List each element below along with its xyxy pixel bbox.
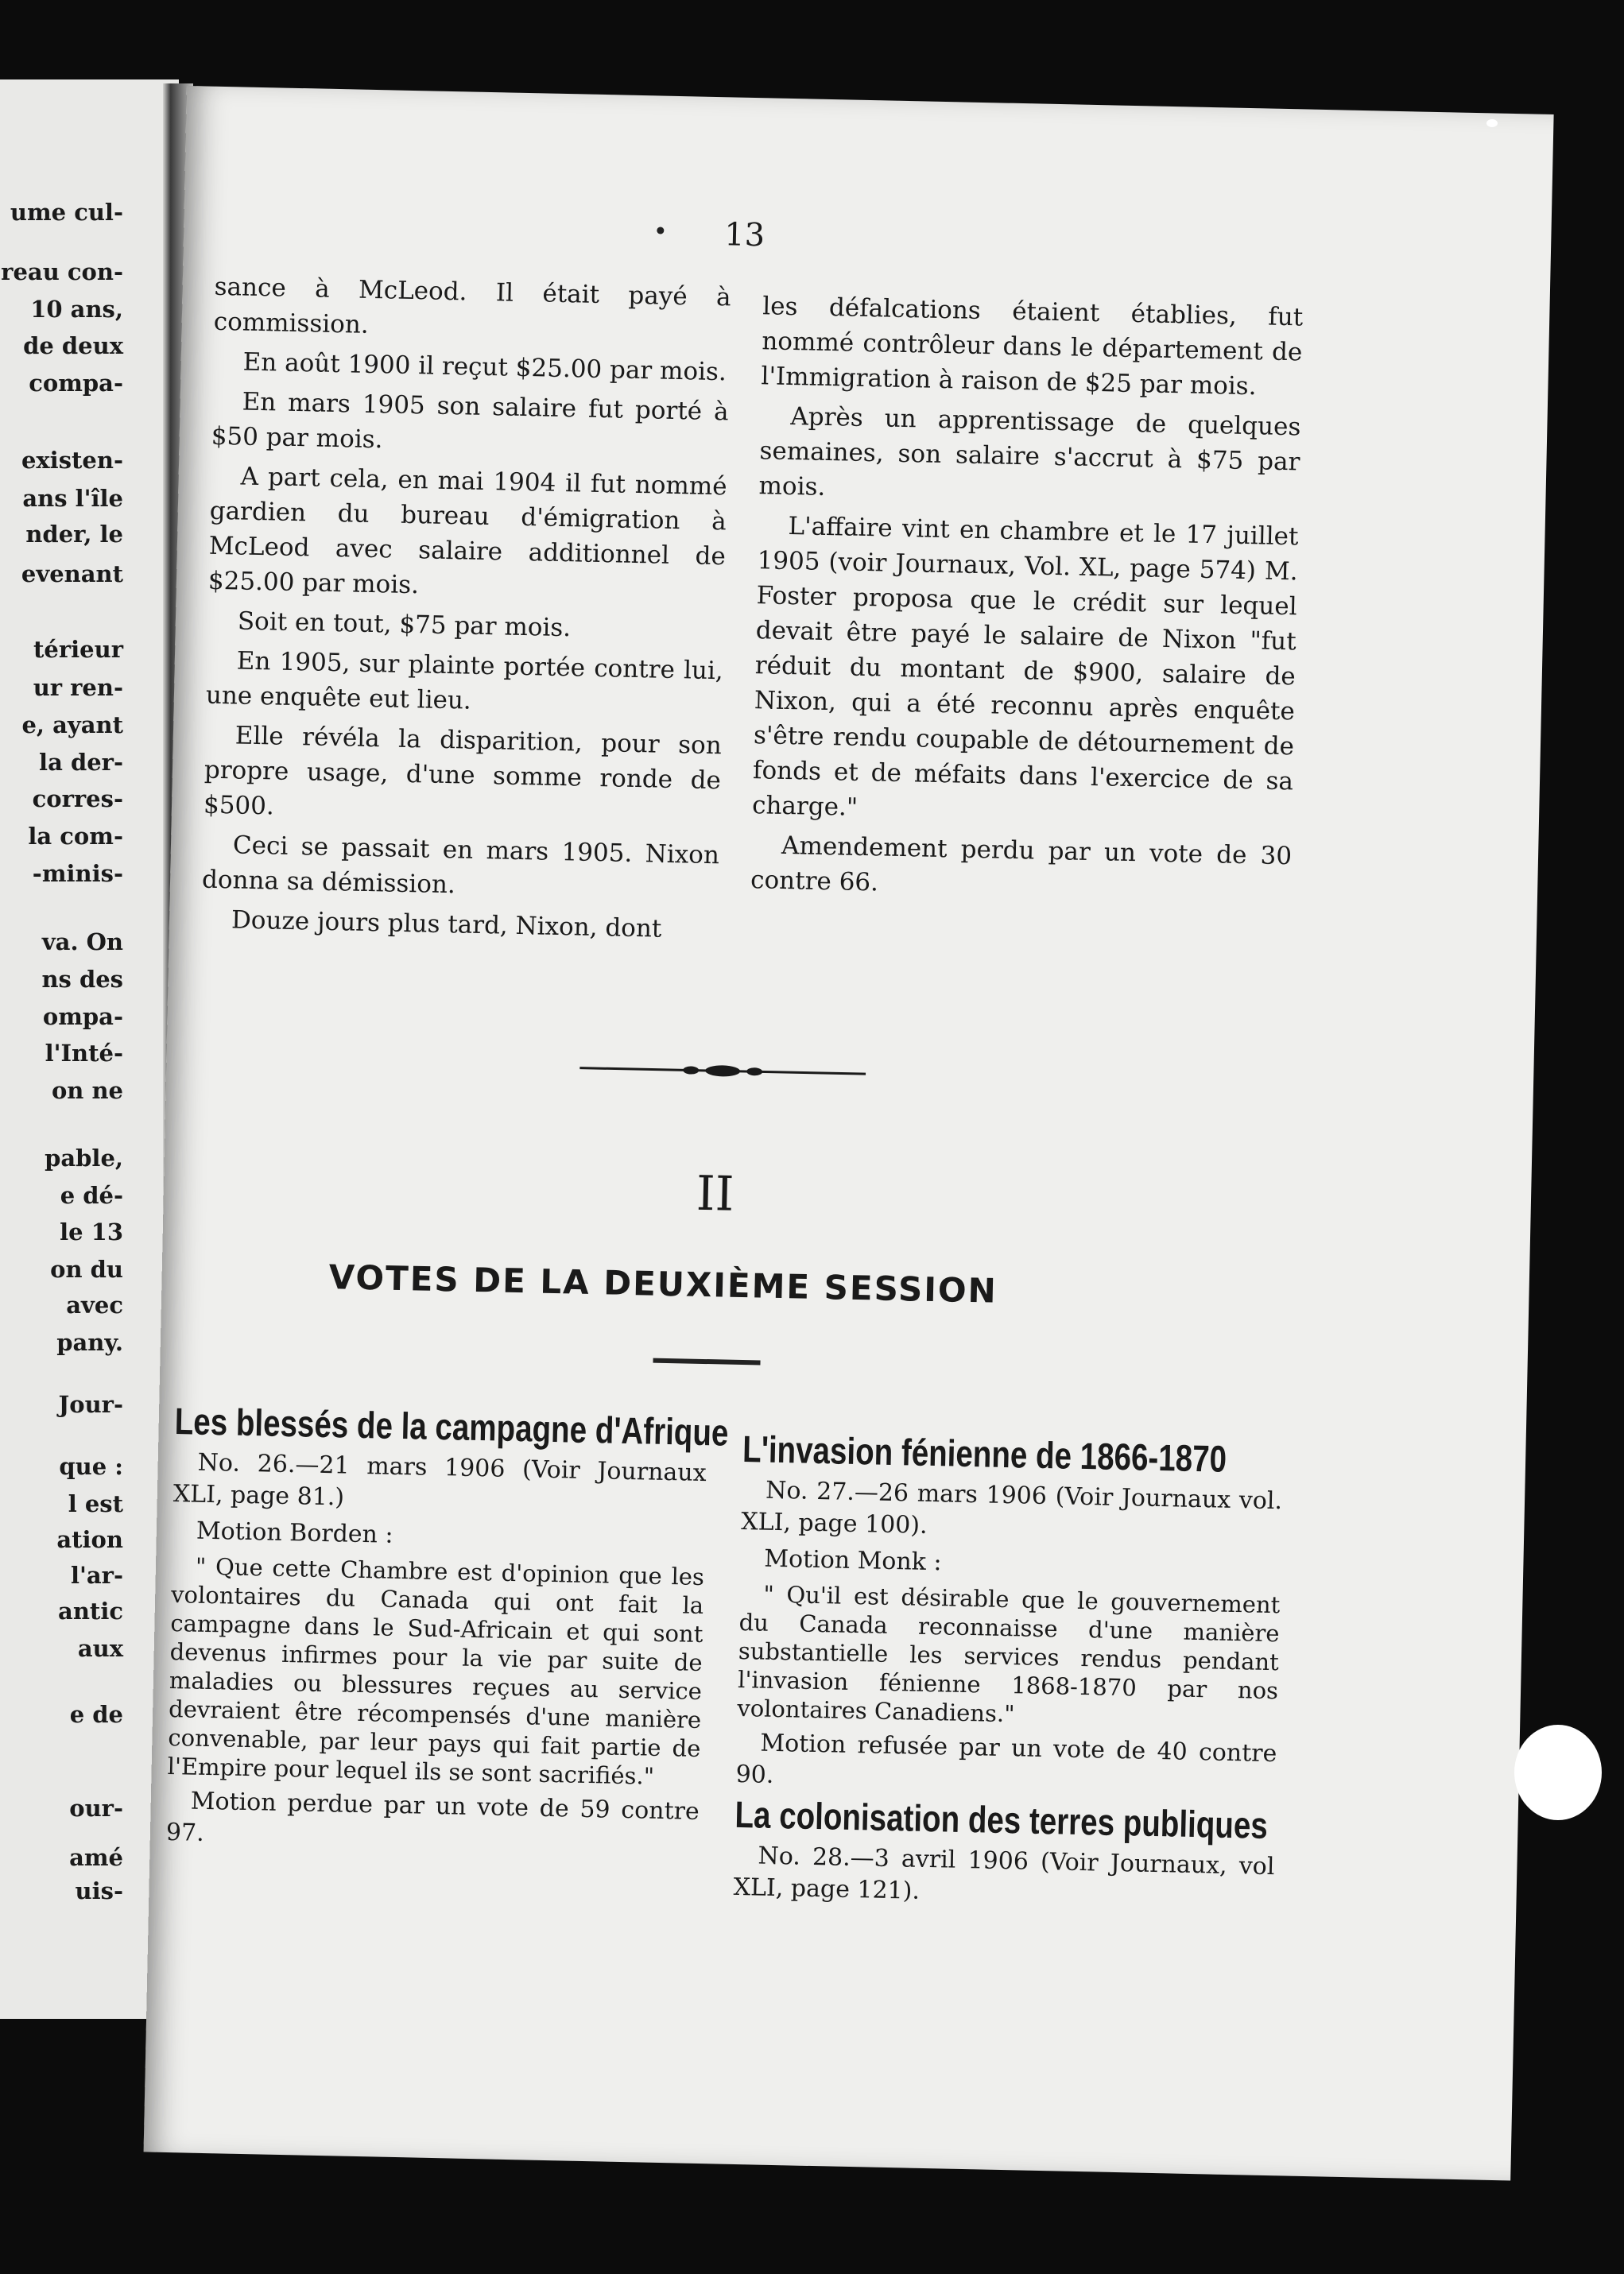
left-page-line: existen- — [21, 447, 123, 474]
left-page-line: evenant — [21, 560, 123, 587]
subheading: L'invasion fénienne de 1866-1870 — [742, 1428, 1227, 1480]
subheading: Les blessés de la campagne d'Afrique — [174, 1400, 729, 1454]
vote-result: Motion perdue par un vote de 59 contre 97. — [165, 1787, 700, 1847]
column-2 — [750, 289, 1304, 913]
scan-speck — [1486, 119, 1498, 127]
left-page-line: reau con- — [1, 258, 123, 285]
left-page-line: ompa- — [42, 1003, 123, 1030]
left-page-line: Jour- — [58, 1391, 123, 1418]
left-page-line: ur ren- — [33, 674, 123, 701]
column-3 — [165, 1400, 729, 1865]
left-page-line: -minis- — [32, 860, 123, 887]
col1-paragraph: sance à McLeod. Il était payé à commission. — [213, 272, 731, 339]
col1-paragraph: En 1905, sur plainte portée contre lui, une enquête eut lieu. — [205, 646, 724, 715]
left-page-line: ation — [56, 1526, 123, 1553]
left-page-line: le 13 — [60, 1218, 123, 1245]
left-page-line: l est — [68, 1490, 123, 1517]
left-page-line: uis- — [75, 1877, 123, 1904]
left-page-line: va. On — [41, 928, 123, 955]
left-page-line: on ne — [51, 1077, 123, 1104]
subheading: La colonisation des terres publiques — [734, 1792, 1269, 1846]
motion-quote: " Que cette Chambre est d'opinion que les volontaires du Canada qui ont fait la campagne dans le Sud-Africain et qui sont devenus infirmes pour la vie par suite de maladies ou blessures reçues au service devraient être récompensés d'une manière convenable, par leur pays qui fait partie de l'Empire pour lequel ils se sont sacrifiés." — [167, 1552, 705, 1790]
col1-paragraph: Elle révéla la disparition, pour son propre usage, d'une somme ronde de $500. — [203, 721, 723, 821]
column-4 — [733, 1428, 1283, 1920]
left-page-line: antic — [58, 1598, 123, 1625]
col2-paragraph: L'affaire vint en chambre et le 17 juillet 1905 (voir Journaux, Vol. XL, page 574) M. Foster proposa que le crédit sur lequel devait être payé le salaire de Nixon "fut réduit du montant de $900, salaire de Nixon, qui a été reconnu après enquête s'être rendu coupable de détournement de fonds et de méfaits dans l'exercice de sa charge." — [751, 511, 1299, 822]
left-page-line: our- — [69, 1795, 123, 1822]
left-page-line: la der- — [39, 749, 123, 776]
scan-speck — [1514, 1725, 1602, 1820]
col1-paragraph: Douze jours plus tard, Nixon, dont — [231, 905, 662, 943]
left-page-line: ns des — [41, 966, 123, 993]
column-1 — [200, 269, 731, 952]
left-page-line: 10 ans, — [30, 296, 123, 323]
left-page-line: compa- — [29, 370, 123, 397]
ink-dot — [657, 227, 664, 234]
left-page-line: pable, — [45, 1145, 123, 1172]
left-page-line: que : — [59, 1453, 123, 1480]
col1-paragraph: En août 1900 il reçut $25.00 par mois. — [242, 347, 727, 387]
left-page-line: on du — [50, 1256, 123, 1283]
left-page-line: ans l'île — [22, 485, 123, 512]
col1-paragraph: Soit en tout, $75 par mois. — [237, 606, 572, 643]
left-page-line: corres- — [32, 785, 123, 812]
right-page — [144, 86, 1554, 2180]
col1-paragraph: A part cela, en mai 1904 il fut nommé gardien du bureau d'émigration à McLeod avec salaire additionnel de $25.00 par mois. — [207, 462, 727, 600]
page-number: 13 — [723, 216, 765, 254]
left-page-line: pany. — [56, 1329, 123, 1356]
left-page-line: avec — [66, 1292, 123, 1319]
col1-paragraph: Ceci se passait en mars 1905. Nixon donna sa démission. — [201, 831, 720, 900]
reference: No. 26.—21 mars 1906 (Voir Journaux XLI, page 81.) — [172, 1448, 707, 1512]
motion-label: Motion Borden : — [196, 1517, 393, 1549]
left-page-line: e de — [69, 1701, 123, 1728]
left-page-line: e, ayant — [21, 711, 123, 738]
section-title: VOTES DE LA DEUXIÈME SESSION — [328, 1257, 998, 1311]
left-page-line: de deux — [23, 332, 123, 359]
ornament-divider — [579, 1060, 866, 1083]
left-page-line: nder, le — [25, 521, 123, 548]
col1-paragraph: En mars 1905 son salaire fut porté à $50 par mois. — [211, 387, 729, 455]
section-numeral: II — [696, 1165, 735, 1222]
left-page-line: l'Inté- — [45, 1040, 123, 1067]
col2-paragraph: les défalcations étaient établies, fut nommé contrôleur dans le département de l'Immigration à raison de $25 par mois. — [761, 292, 1304, 401]
reference: No. 27.—26 mars 1906 (Voir Journaux vol. XLI, page 100). — [740, 1476, 1283, 1540]
left-page-line: aux — [77, 1635, 123, 1662]
motion-label: Motion Monk : — [763, 1544, 942, 1577]
motion-quote: " Qu'il est désirable que le gouvernement du Canada reconnaisse d'une manière substantielle les services rendus pendant l'invasion fénienne 1868-1870 par nos volontaires Canadiens." — [737, 1580, 1281, 1728]
short-rule — [653, 1358, 760, 1366]
left-page-line: e dé- — [60, 1182, 123, 1209]
reference: No. 28.—3 avril 1906 (Voir Journaux, vol XLI, page 121). — [733, 1842, 1275, 1905]
left-page-line: térieur — [33, 636, 123, 663]
left-page-line: amé — [69, 1844, 123, 1871]
vote-result: Motion refusée par un vote de 40 contre 90. — [735, 1729, 1277, 1789]
col2-paragraph: Amendement perdu par un vote de 30 contre 66. — [750, 831, 1293, 897]
left-page-line: la com- — [28, 823, 123, 850]
left-page-line: l'ar- — [70, 1562, 123, 1589]
left-page-line: ume cul- — [10, 199, 123, 226]
col2-paragraph: Après un apprentissage de quelques semaines, son salaire s'accrut à $75 par mois. — [758, 402, 1301, 502]
